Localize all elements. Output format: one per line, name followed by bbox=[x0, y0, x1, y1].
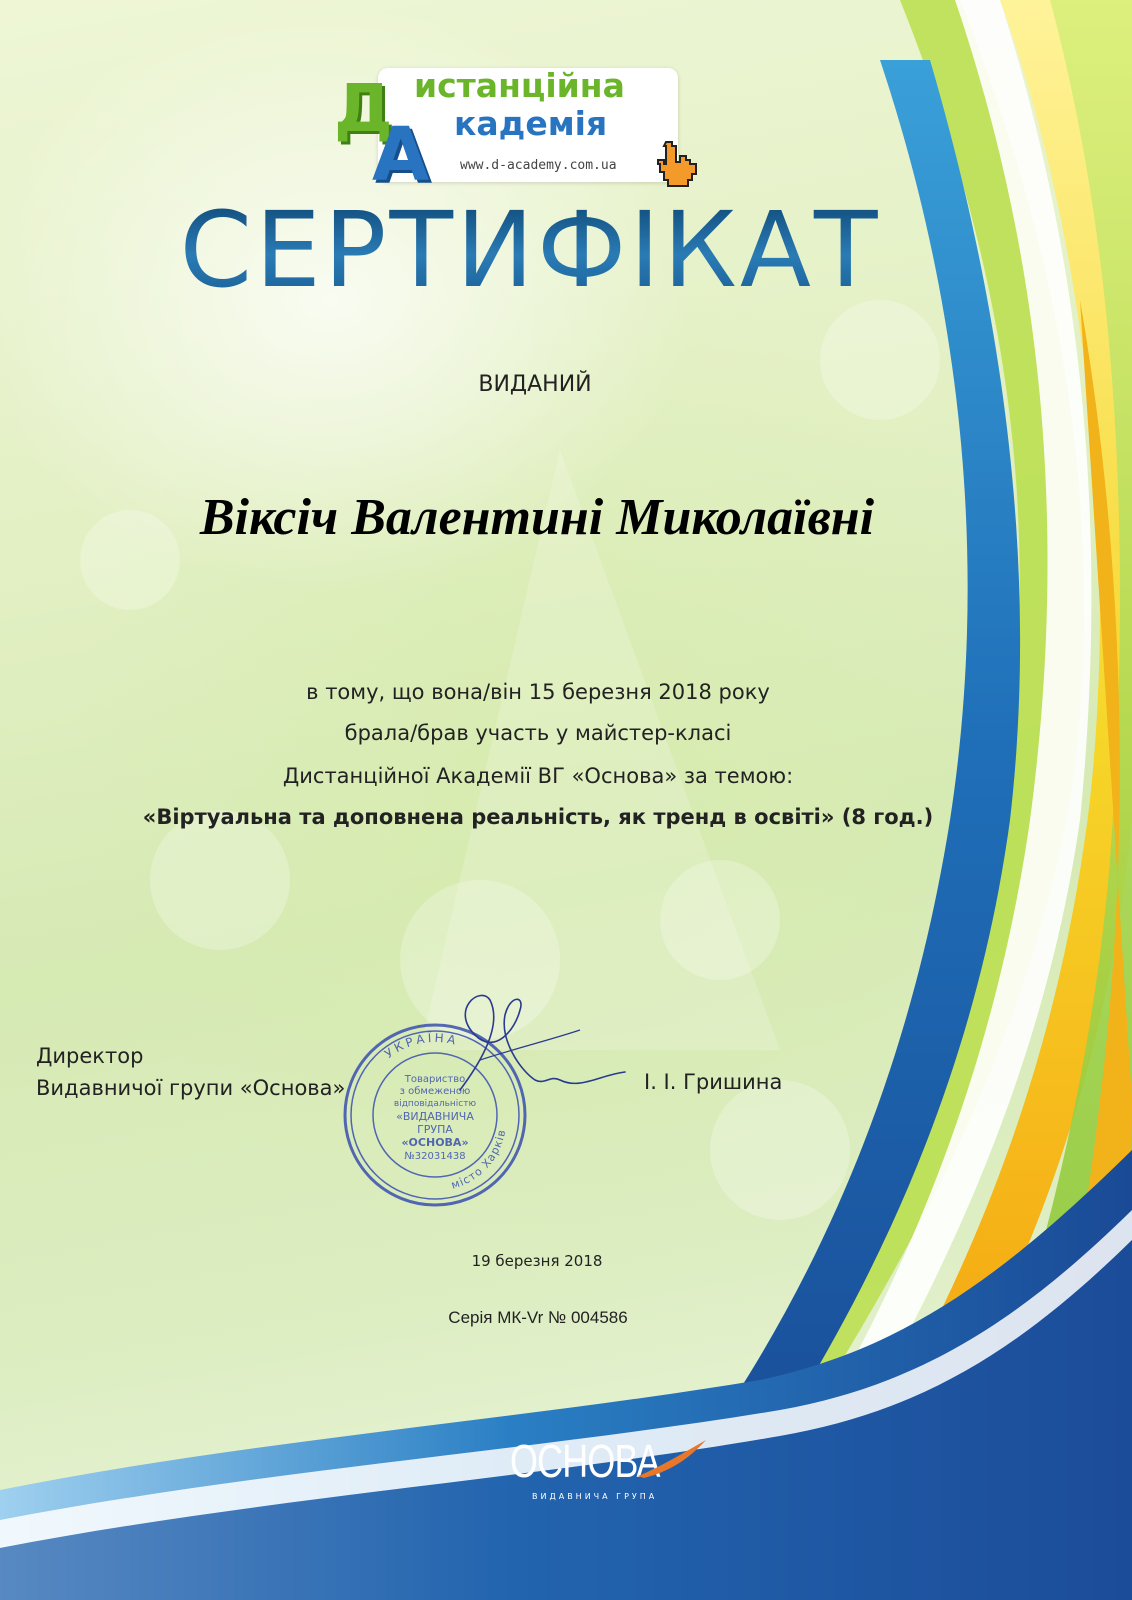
academy-logo bbox=[330, 62, 730, 198]
logo-line2: кадемія bbox=[454, 104, 608, 143]
swoosh-icon bbox=[638, 1438, 708, 1478]
logo-letter-a: А bbox=[372, 112, 430, 198]
stamp-line-4: «ВИДАВНИЧА bbox=[396, 1110, 474, 1123]
certificate-title: СЕРТИФІКАТ bbox=[0, 198, 1060, 302]
signature bbox=[420, 990, 630, 1100]
stamp-line-6: «ОСНОВА» bbox=[401, 1136, 469, 1149]
logo-letter-d: Д bbox=[334, 70, 393, 147]
recipient-name: Віксіч Валентині Миколаївні bbox=[199, 489, 875, 546]
director-title: Директор bbox=[36, 1044, 144, 1068]
hand-cursor-icon bbox=[648, 134, 708, 194]
osnova-logo bbox=[510, 1435, 710, 1508]
stamp-line-3: відповідальністю bbox=[393, 1099, 477, 1109]
logo-line1: истанційна bbox=[414, 66, 625, 105]
director-name: І. І. Гришина bbox=[644, 1070, 783, 1094]
stamp-line-1: Товариство bbox=[404, 1074, 466, 1085]
logo-url: www.d-academy.com.ua bbox=[460, 158, 617, 173]
body-line-academy: Дистанційної Академії ВГ «Основа» за темою: bbox=[282, 764, 794, 788]
stamp-line-7: №32031438 bbox=[404, 1151, 466, 1162]
issued-label: ВИДАНИЙ bbox=[478, 372, 592, 397]
osnova-logo-subtitle: ВИДАВНИЧА ГРУПА bbox=[532, 1492, 658, 1501]
stamp-line-2: з обмеженою bbox=[399, 1086, 471, 1097]
issue-date: 19 березня 2018 bbox=[471, 1252, 603, 1270]
director-block bbox=[36, 1040, 345, 1104]
serial-number: Серія МК-Vr № 004586 bbox=[448, 1308, 628, 1327]
body-line-date: в тому, що вона/він 15 березня 2018 року bbox=[306, 680, 770, 704]
director-organization: Видавничої групи «Основа» bbox=[36, 1076, 346, 1100]
body-line-participation: брала/брав участь у майстер-класі bbox=[344, 721, 732, 745]
body-line-topic: «Віртуальна та доповнена реальність, як тренд в освіті» (8 год.) bbox=[142, 805, 934, 829]
stamp-ring-bottom: місто Харків bbox=[449, 1128, 509, 1192]
osnova-logo-word: ОСНОВА bbox=[510, 1435, 660, 1487]
stamp-ring-top: УКРАЇНА bbox=[381, 1030, 460, 1062]
stamp-line-5: ГРУПА bbox=[417, 1123, 453, 1136]
